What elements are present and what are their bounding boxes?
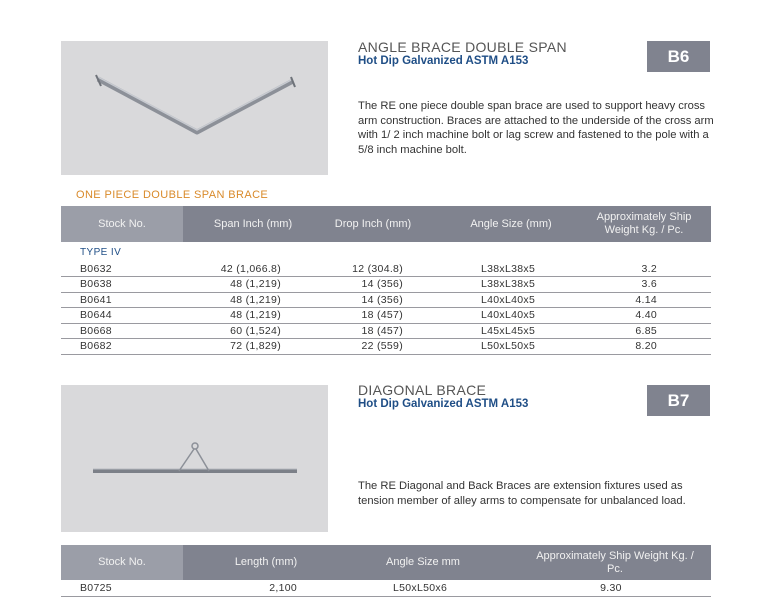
angle-size: L38xL38x5 xyxy=(481,263,536,275)
span: 48 (1,219) xyxy=(230,278,281,290)
span: 48 (1,219) xyxy=(230,309,281,321)
b6-header-weight: Approximately Ship Weight Kg. / Pc. xyxy=(596,211,692,236)
drop: 14 (356) xyxy=(361,294,403,306)
table-row xyxy=(61,293,711,308)
double-span-brace-illustration xyxy=(61,41,328,175)
double-span-brace-photo xyxy=(61,41,328,175)
table-row xyxy=(61,262,711,277)
diagonal-brace-photo xyxy=(61,385,328,532)
table-row xyxy=(61,581,711,596)
span: 72 (1,829) xyxy=(230,340,281,352)
drop: 18 (457) xyxy=(361,309,403,321)
span: 42 (1,066.8) xyxy=(220,263,281,275)
table-row xyxy=(61,339,711,354)
weight: 3.6 xyxy=(641,278,657,290)
table-row xyxy=(61,277,711,292)
b6-header-angle: Angle Size (mm) xyxy=(470,217,552,230)
stock-no: B0641 xyxy=(80,294,112,306)
b6-type-label: TYPE IV xyxy=(80,247,122,258)
drop: 18 (457) xyxy=(361,325,403,337)
b6-header-stock: Stock No. xyxy=(61,206,183,242)
weight: 9.30 xyxy=(600,582,622,594)
table-row xyxy=(61,308,711,323)
drop: 22 (559) xyxy=(361,340,403,352)
drop: 12 (304.8) xyxy=(352,263,403,275)
b7-subtitle: Hot Dip Galvanized ASTM A153 xyxy=(358,398,529,410)
b7-code-badge: B7 xyxy=(647,385,710,416)
stock-no: B0682 xyxy=(80,340,112,352)
b6-table-header xyxy=(61,206,711,242)
b7-header-weight: Approximately Ship Weight Kg. / Pc. xyxy=(536,549,694,575)
weight: 3.2 xyxy=(641,263,657,275)
table-row xyxy=(61,324,711,339)
stock-no: B0668 xyxy=(80,325,112,337)
b6-header-drop: Drop Inch (mm) xyxy=(334,217,412,230)
weight: 4.14 xyxy=(635,294,657,306)
weight: 8.20 xyxy=(635,340,657,352)
angle-size: L50xL50x6 xyxy=(393,582,448,594)
b6-description: The RE one piece double span brace are used to support heavy cross arm construction. Braces are attached to the underside of the cross arm with 1/ 2 inch machine bolt or lag screw and fastened to the pole with a 5/8 inch machine bolt. xyxy=(358,100,714,156)
b6-title: ANGLE BRACE DOUBLE SPAN xyxy=(358,39,567,55)
b6-subtitle: Hot Dip Galvanized ASTM A153 xyxy=(358,55,529,67)
b6-code-badge: B6 xyxy=(647,41,710,72)
angle-size: L40xL40x5 xyxy=(481,294,536,306)
stock-no: B0638 xyxy=(80,278,112,290)
drop: 14 (356) xyxy=(361,278,403,290)
length: 2,100 xyxy=(269,582,297,594)
b6-header-span: Span Inch (mm) xyxy=(213,217,293,230)
angle-size: L38xL38x5 xyxy=(481,278,536,290)
b7-header-angle: Angle Size mm xyxy=(386,556,460,568)
angle-size: L40xL40x5 xyxy=(481,309,536,321)
b7-table-header xyxy=(61,545,711,580)
span: 48 (1,219) xyxy=(230,294,281,306)
stock-no: B0725 xyxy=(80,582,112,594)
b7-header-length: Length (mm) xyxy=(234,556,298,568)
b6-section-title: ONE PIECE DOUBLE SPAN BRACE xyxy=(76,189,269,201)
diagonal-brace-illustration xyxy=(61,385,328,532)
angle-size: L45xL45x5 xyxy=(481,325,536,337)
row-divider xyxy=(61,354,711,355)
weight: 4.40 xyxy=(635,309,657,321)
b7-header-stock: Stock No. xyxy=(61,545,183,580)
span: 60 (1,524) xyxy=(230,325,281,337)
angle-size: L50xL50x5 xyxy=(481,340,536,352)
stock-no: B0632 xyxy=(80,263,112,275)
b7-title: DIAGONAL BRACE xyxy=(358,382,487,398)
stock-no: B0644 xyxy=(80,309,112,321)
row-divider xyxy=(61,596,711,597)
weight: 6.85 xyxy=(635,325,657,337)
b7-description: The RE Diagonal and Back Braces are extension fixtures used as tension member of alley arms to compensate for unbalanced load. xyxy=(358,480,686,507)
